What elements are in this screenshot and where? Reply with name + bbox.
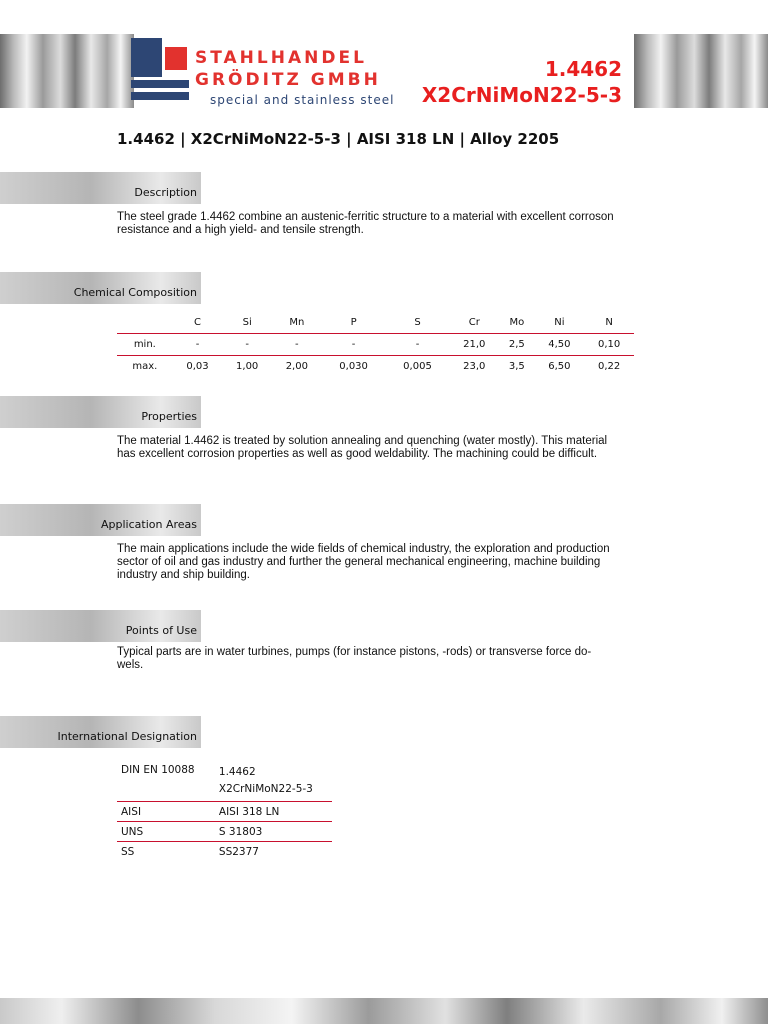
logo-red-square: [165, 47, 187, 70]
designation-key: UNS: [117, 822, 209, 842]
header-material-name: X2CrNiMoN22-5-3: [421, 83, 622, 107]
table-cell: 2,5: [499, 334, 534, 356]
logo-bar: [131, 80, 189, 88]
table-cell: 0,030: [339, 361, 368, 372]
table-row: [117, 334, 634, 356]
designation-key: DIN EN 10088: [117, 760, 209, 802]
table-cell: 0,005: [403, 361, 432, 372]
logo-name-line2: GRÖDITZ GMBH: [195, 70, 381, 90]
table-cell: 0,03: [186, 361, 209, 372]
table-cell: 6,50: [548, 361, 571, 372]
chemical-composition-table: [117, 312, 634, 377]
designation-value: AISI 318 LN: [209, 802, 332, 822]
table-cell: 23,0: [463, 361, 486, 372]
table-cell: 3,5: [508, 361, 525, 372]
table-header-cell: Cr: [449, 312, 499, 334]
table-cell: -: [173, 334, 223, 356]
designation-value: [209, 760, 332, 802]
section-tab-international-designation: [0, 716, 201, 748]
designation-value-line: 1.4462: [218, 766, 256, 778]
table-cell: -: [272, 334, 322, 356]
table-cell: max.: [132, 361, 158, 372]
description-text: The steel grade 1.4462 combine an austenic-ferritic structure to a material with excellent corroson resistance and a high yield- and tensile strength.: [117, 211, 614, 236]
properties-text: The material 1.4462 is treated by solution annealing and quenching (water mostly). This material has excellent corrosion properties as well as good weldability. The machining could be difficult.: [117, 435, 608, 460]
table-header-cell: [117, 312, 173, 334]
table-cell: -: [322, 334, 386, 356]
international-designation-table: [117, 760, 332, 861]
header-material-number: 1.4462: [544, 57, 622, 81]
table-row: [117, 356, 634, 378]
table-cell: min.: [117, 334, 173, 356]
table-row: [117, 802, 332, 822]
designation-key: SS: [121, 846, 135, 858]
table-cell: 1,00: [236, 361, 259, 372]
section-label: Points of Use: [125, 624, 197, 637]
logo-name-line1: STAHLHANDEL: [195, 48, 367, 68]
table-cell: -: [386, 334, 450, 356]
company-logo: [130, 36, 400, 108]
section-label: International Designation: [57, 730, 197, 743]
section-label: Description: [134, 186, 197, 199]
designation-value-line: X2CrNiMoN22-5-3: [218, 783, 313, 795]
table-header-cell: Mo: [499, 312, 534, 334]
table-header-cell: C: [173, 312, 223, 334]
table-cell: 0,22: [597, 361, 621, 372]
points-of-use-text: Typical parts are in water turbines, pumps (for instance pistons, -rods) or transverse force do-wels.: [117, 646, 592, 671]
table-row: [117, 842, 332, 862]
table-header-row: [117, 312, 634, 334]
header-metal-band-right: [634, 34, 768, 108]
designation-key: AISI: [117, 802, 209, 822]
section-tab-chemical-composition: [0, 272, 201, 304]
table-cell: 4,50: [535, 334, 585, 356]
footer-metal-band: [0, 998, 768, 1024]
logo-tagline: special and stainless steel: [210, 93, 395, 107]
page-title: 1.4462 | X2CrNiMoN22-5-3 | AISI 318 LN | Alloy 2205: [117, 130, 560, 148]
section-label: Application Areas: [100, 518, 197, 531]
header-metal-band-left: [0, 34, 134, 108]
table-header-cell: S: [386, 312, 450, 334]
application-text: The main applications include the wide fields of chemical industry, the exploration and production sector of oil and gas industry and further the general mechanical engineering, machine building industry and ship building.: [117, 543, 610, 581]
table-cell: 2,00: [285, 361, 308, 372]
table-header-cell: Mn: [272, 312, 322, 334]
table-row: [117, 760, 332, 802]
section-tab-description: [0, 172, 201, 204]
section-tab-properties: [0, 396, 201, 428]
section-tab-points-of-use: [0, 610, 201, 642]
section-tab-application-areas: [0, 504, 201, 536]
table-header-cell: N: [584, 312, 634, 334]
table-header-cell: Ni: [535, 312, 585, 334]
section-label: Properties: [141, 410, 197, 423]
designation-value: S 31803: [209, 822, 332, 842]
table-cell: -: [222, 334, 272, 356]
table-cell: 0,10: [584, 334, 634, 356]
table-cell: 21,0: [449, 334, 499, 356]
table-header-cell: Si: [222, 312, 272, 334]
section-label: Chemical Composition: [73, 286, 197, 299]
logo-bar: [131, 92, 189, 100]
table-header-cell: P: [322, 312, 386, 334]
table-row: [117, 822, 332, 842]
logo-blue-square: [131, 38, 162, 77]
header-material-id: [422, 56, 622, 108]
designation-value: SS2377: [218, 846, 259, 858]
